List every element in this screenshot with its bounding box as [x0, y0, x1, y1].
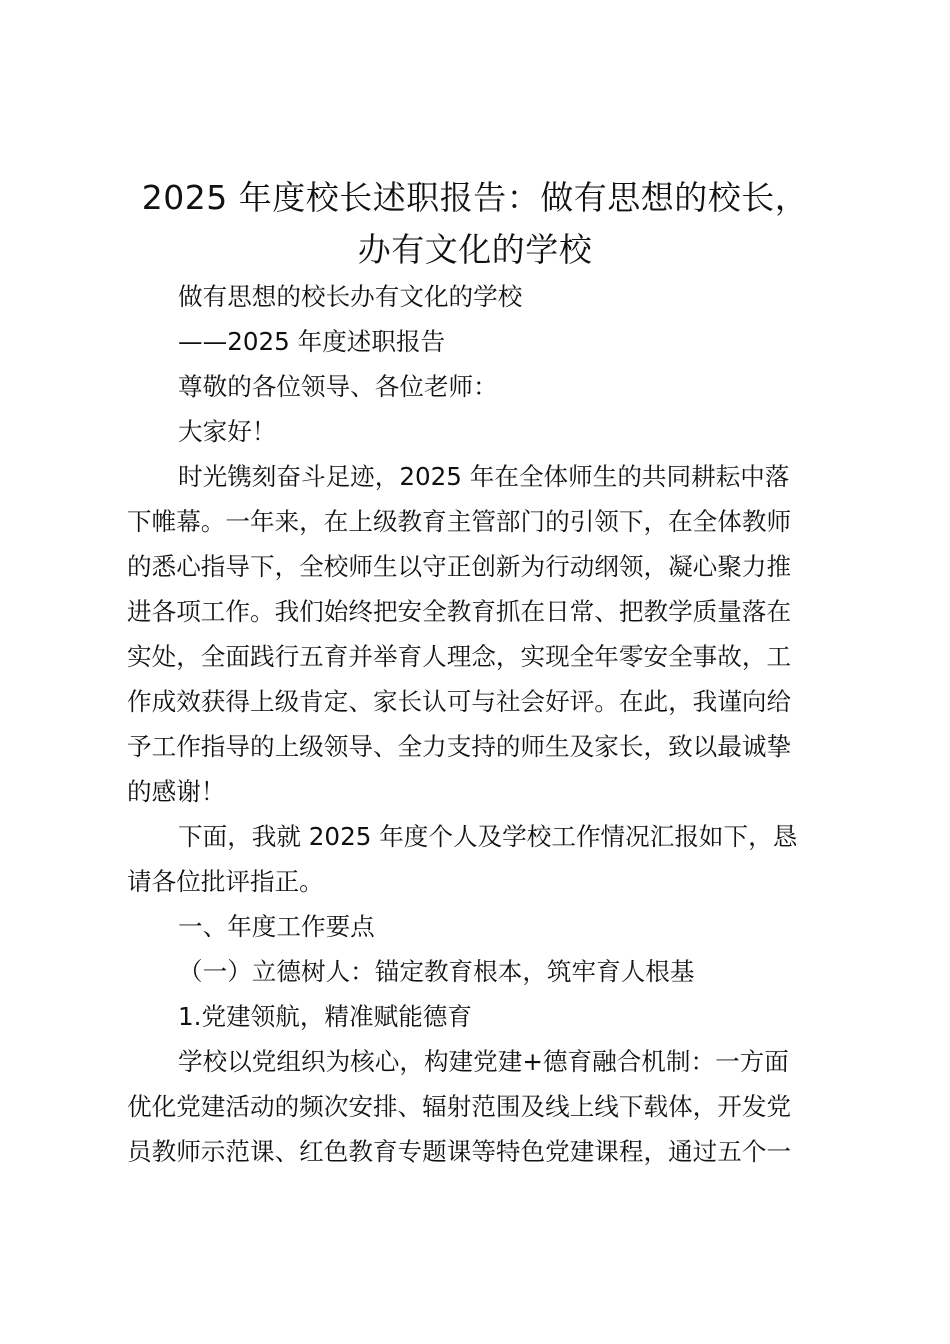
subtitle-line: 做有思想的校长办有文化的学校 — [178, 282, 523, 311]
paragraph-line: 进各项工作。我们始终把安全教育抓在日常、把教学质量落在 — [127, 597, 792, 626]
paragraph-line: 下帷幕。一年来，在上级教育主管部门的引领下，在全体教师 — [127, 507, 792, 536]
paragraph-line: 员教师示范课、红色教育专题课等特色党建课程，通过五个一 — [127, 1137, 792, 1166]
subsection-heading: （一）立德树人：锚定教育根本，筑牢育人根基 — [178, 957, 695, 986]
greeting: 大家好！ — [178, 417, 277, 446]
paragraph-line: 下面，我就 2025 年度个人及学校工作情况汇报如下，恳 — [178, 822, 798, 851]
salutation: 尊敬的各位领导、各位老师： — [178, 372, 498, 401]
section-heading: 一、年度工作要点 — [178, 912, 375, 941]
paragraph-line: 予工作指导的上级领导、全力支持的师生及家长，致以最诚挚 — [127, 732, 792, 761]
document-body — [127, 274, 839, 1174]
paragraph-line: 学校以党组织为核心，构建党建+德育融合机制：一方面 — [178, 1047, 789, 1076]
paragraph-line: 请各位批评指正。 — [127, 867, 324, 896]
paragraph-line: 时光镌刻奋斗足迹，2025 年在全体师生的共同耕耘中落 — [178, 462, 790, 491]
paragraph-line: 的感谢！ — [127, 777, 226, 806]
title-line-1: 2025 年度校长述职报告：做有思想的校长， — [141, 178, 809, 217]
paragraph-line: 的悉心指导下，全校师生以守正创新为行动纲领，凝心聚力推 — [127, 552, 792, 581]
document-title — [100, 172, 850, 276]
paragraph-line: 实处，全面践行五育并举育人理念，实现全年零安全事故，工 — [127, 642, 792, 671]
subtitle-report-line: ——2025 年度述职报告 — [178, 327, 446, 356]
item-heading: 1.党建领航，精准赋能德育 — [178, 1002, 472, 1031]
paragraph-line: 优化党建活动的频次安排、辐射范围及线上线下载体，开发党 — [127, 1092, 792, 1121]
paragraph-line: 作成效获得上级肯定、家长认可与社会好评。在此，我谨向给 — [127, 687, 792, 716]
title-line-2: 办有文化的学校 — [357, 230, 593, 269]
